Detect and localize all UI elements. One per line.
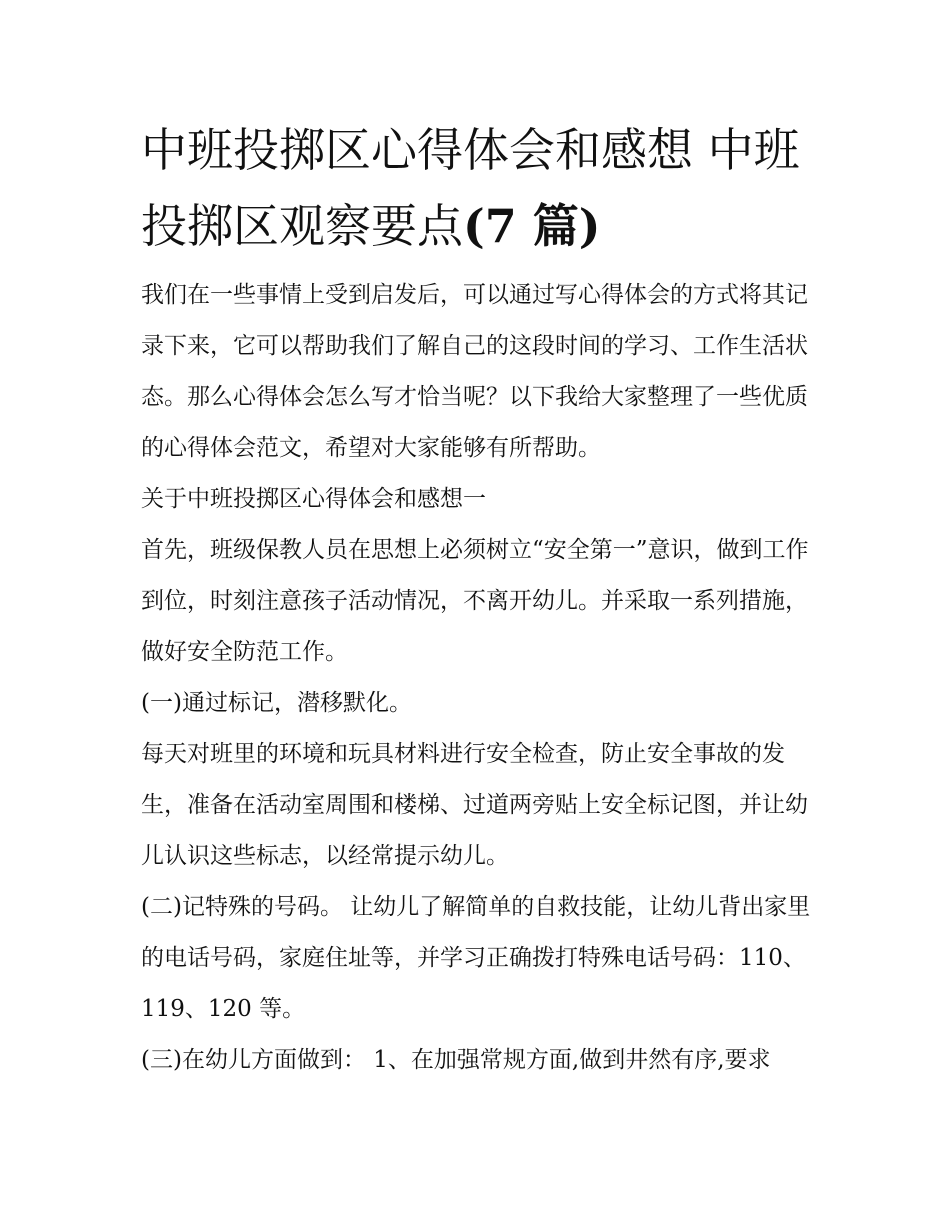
subheading-3-paragraph: (三)在幼儿方面做到： 1、在加强常规方面,做到井然有序,要求 [141,1047,771,1073]
intro-paragraph: 我们在一些事情上受到启发后，可以通过写心得体会的方式将其记录下来，它可以帮助我们了解自己的这段时间的学习、工作生活状态。那么心得体会怎么写才恰当呢？以下我给大家整理了一些优质的心得体会范文，希望对大家能够有所帮助。 [141,282,808,461]
title-text: 中班投掷区心得体会和感想 中班投掷区观察要点 [141,123,800,253]
document-title [141,112,821,264]
title-count: (7 篇) [463,199,601,253]
document-content [141,112,821,1086]
body-paragraph: 首先，班级保教人员在思想上必须树立“安全第一”意识，做到工作到位，时刻注意孩子活动情况，不离开幼儿。并采取一系列措施，做好安全防范工作。 [141,537,809,665]
subheading-2-paragraph: (二)记特殊的号码。 让幼儿了解简单的自救技能，让幼儿背出家里的电话号码，家庭住址等，并学习正确拨打特殊电话号码：110、119、120 等。 [141,894,811,1022]
section-heading: 关于中班投掷区心得体会和感想一 [141,486,486,512]
subheading-1: (一)通过标记，潜移默化。 [141,690,412,716]
body-paragraph: 每天对班里的环境和玩具材料进行安全检查，防止安全事故的发生，准备在活动室周围和楼梯、过道两旁贴上安全标记图，并让幼儿认识这些标志，以经常提示幼儿。 [141,741,808,869]
